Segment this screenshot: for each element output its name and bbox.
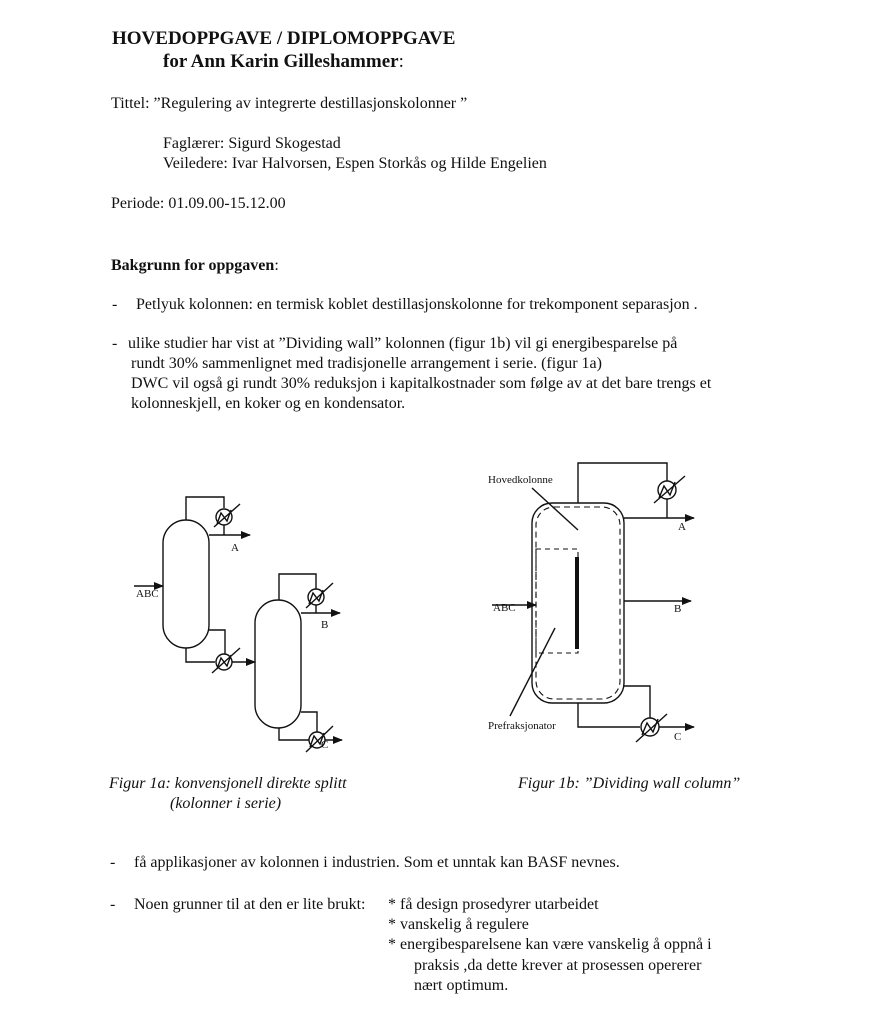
fig1a-condenser1-icon: [214, 504, 240, 527]
fig1a-c2-overhead-line: [279, 574, 316, 600]
reason-design: * få design prosedyrer utarbeidet: [388, 896, 599, 913]
bullet-dash: -: [110, 854, 116, 871]
fig1a-label-b: B: [321, 619, 329, 631]
fig1b-prefractionator: [536, 549, 578, 653]
document-title: HOVEDOPPGAVE / DIPLOMOPPGAVE: [112, 28, 456, 49]
reason-energy-line3: nært optimum.: [414, 977, 509, 994]
fig1a-column2: [255, 600, 301, 728]
fig1b-reboiler-icon: [636, 714, 667, 742]
reason-energy-line1: * energibesparelsene kan være vanskelig å oppnå i: [388, 936, 712, 953]
bullet-dash: -: [110, 896, 116, 913]
bullet-applications: få applikasjoner av kolonnen i industrien. Som et unntak kan BASF nevnes.: [134, 854, 620, 871]
bullet-reasons-lead: Noen grunner til at den er lite brukt:: [134, 896, 366, 913]
fig1a-feed-label: ABC: [136, 588, 159, 600]
fig1a-caption-line2: (kolonner i serie): [170, 795, 282, 812]
bullet-studies-line4: kolonneskjell, en koker og en kondensator.: [131, 395, 406, 412]
fig1b-overhead-line: [578, 463, 667, 503]
fig1b-condenser-icon: [654, 476, 685, 503]
bullet-studies-line1: ulike studier har vist at ”Dividing wall” kolonnen (figur 1b) vil gi energibesparelse på: [128, 335, 678, 352]
supervisor-line: Faglærer: Sigurd Skogestad: [163, 135, 341, 152]
fig1b-label-a: A: [678, 521, 686, 533]
fig1b-caption: Figur 1b: ”Dividing wall column”: [518, 775, 741, 792]
fig1a-c2-bottoms-line: [279, 728, 309, 740]
fig1b-prefrac-label: Prefraksjonator: [488, 720, 556, 732]
bullet-studies-line2: rundt 30% sammenlignet med tradisjonelle arrangement i serie. (figur 1a): [131, 355, 602, 372]
fig1a-column1: [163, 520, 209, 648]
author-line: for Ann Karin Gilleshammer: [163, 51, 399, 72]
bullet-dash: -: [112, 296, 118, 313]
fig1b-label-c: C: [674, 731, 682, 743]
advisors-line: Veiledere: Ivar Halvorsen, Espen Storkås og Hilde Engelien: [163, 155, 547, 172]
fig1b-feed-label: ABC: [493, 602, 516, 614]
section-heading-colon: :: [274, 257, 279, 274]
bullet-dash: -: [112, 335, 118, 352]
title-line: Tittel: ”Regulering av integrerte destillasjonskolonner ”: [111, 95, 468, 112]
fig1a-caption-line1: Figur 1a: konvensjonell direkte splitt: [109, 775, 347, 792]
reason-control: * vanskelig å regulere: [388, 916, 529, 933]
fig1a-c1-bottoms-line: [186, 648, 215, 662]
fig1a-c1-overhead-line: [186, 497, 224, 520]
fig1b-main-label: Hovedkolonne: [488, 474, 553, 486]
section-heading-text: Bakgrunn for oppgaven: [111, 257, 275, 274]
reason-energy-line2: praksis ,da dette krever at prosessen opererer: [414, 957, 702, 974]
period-line: Periode: 01.09.00-15.12.00: [111, 195, 286, 212]
fig1b-label-b: B: [674, 603, 682, 615]
bullet-studies-line3: DWC vil også gi rundt 30% reduksjon i kapitalkostnader som følge av at det bare trengs et: [131, 375, 712, 392]
fig1a-label-c: C: [321, 739, 329, 751]
fig1b-main-leader: [532, 488, 578, 530]
fig1a-condenser2-icon: [306, 583, 333, 608]
fig1a-label-a: A: [231, 542, 239, 554]
fig1a-reboiler1-icon: [212, 648, 240, 673]
fig1b-bottoms-line: [578, 703, 640, 727]
fig1a-reboiler2-icon: [306, 726, 333, 752]
bullet-petlyuk: Petlyuk kolonnen: en termisk koblet destillasjonskolonne for trekomponent separasjon .: [136, 296, 698, 313]
author-colon: :: [398, 51, 404, 72]
